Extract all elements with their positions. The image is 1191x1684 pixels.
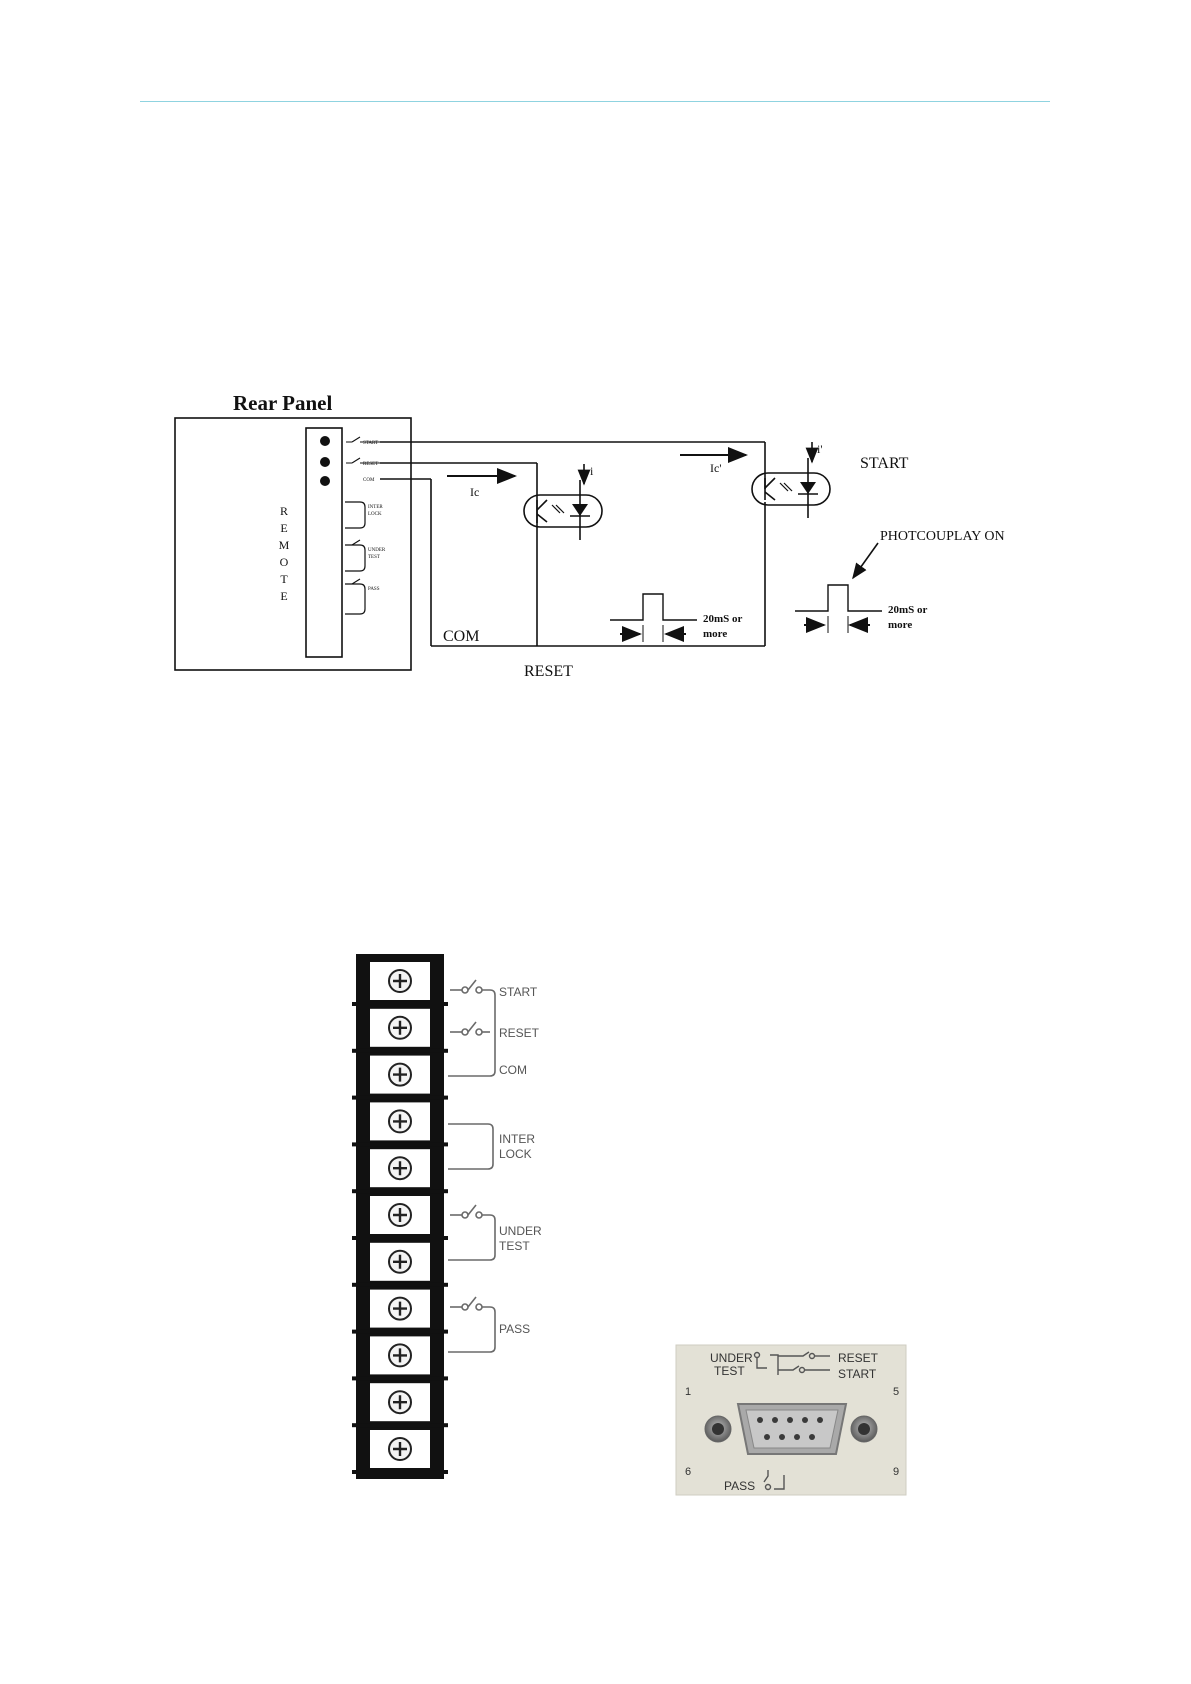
connector-pin-5: 5 — [893, 1386, 900, 1398]
label-i: i — [590, 464, 594, 478]
pulse1-line1: 20mS or — [703, 613, 743, 625]
terminal-label-under: UNDER — [499, 1224, 542, 1238]
label-i-prime: i' — [817, 442, 823, 456]
connector-label-test: TEST — [714, 1364, 745, 1378]
rear-panel-title: Rear Panel — [233, 391, 333, 415]
label-photocouplay: PHOTCOUPLAY ON — [880, 529, 1005, 544]
terminal-label-reset: RESET — [499, 1026, 540, 1040]
connector-label-pass: PASS — [724, 1479, 756, 1493]
connector-label-under: UNDER — [710, 1351, 753, 1365]
strip-label-pass: PASS — [368, 587, 380, 592]
strip-label-com: COM — [363, 478, 375, 483]
label-start: START — [860, 455, 909, 472]
connector-pin-9: 9 — [893, 1466, 900, 1478]
remote-hole-2 — [320, 457, 330, 467]
terminal-label-pass: PASS — [499, 1322, 531, 1336]
strip-label-inter: INTER — [368, 505, 383, 510]
remote-letter-o: O — [279, 555, 289, 569]
remote-letter-e: E — [280, 521, 288, 535]
photocoupler-start — [752, 473, 830, 505]
remote-letter-r: R — [279, 504, 289, 518]
terminal-wiring — [448, 980, 495, 1352]
strip-label-under: UNDER — [368, 548, 386, 553]
connector-label-reset: RESET — [838, 1351, 879, 1365]
remote-hole-3 — [320, 476, 330, 486]
connector-label-start: START — [838, 1367, 877, 1381]
pulse1-line2: more — [703, 628, 728, 640]
connector-pin-1: 1 — [685, 1386, 692, 1398]
strip-label-reset: RESET — [363, 462, 379, 467]
connector-insert — [746, 1410, 838, 1448]
label-reset: RESET — [524, 663, 573, 680]
pulse2-line2: more — [888, 619, 913, 631]
label-ic-prime: Ic' — [710, 461, 722, 475]
remote-letter-e2: E — [280, 589, 288, 603]
connector-screw-right-hole — [858, 1423, 870, 1435]
remote-letter-m: M — [278, 538, 290, 552]
terminal-label-com: COM — [499, 1063, 527, 1077]
terminal-label-lock: LOCK — [499, 1147, 532, 1161]
label-com: COM — [443, 628, 480, 645]
photocoupler-reset — [524, 495, 602, 527]
remote-hole-1 — [320, 436, 330, 446]
terminal-block — [352, 954, 448, 1479]
connector-pin-6: 6 — [685, 1466, 692, 1478]
strip-label-lock: LOCK — [368, 512, 382, 517]
connector-screw-left-hole — [712, 1423, 724, 1435]
terminal-label-start: START — [499, 985, 538, 999]
strip-label-test: TEST — [368, 555, 380, 560]
label-ic: Ic — [470, 485, 480, 499]
strip-label-start: START — [363, 441, 379, 446]
remote-letter-t: T — [280, 572, 288, 586]
rear-panel-box — [175, 418, 411, 670]
terminal-label-test: TEST — [499, 1239, 530, 1253]
pulse2-line1: 20mS or — [888, 604, 928, 616]
terminal-label-inter: INTER — [499, 1132, 535, 1146]
